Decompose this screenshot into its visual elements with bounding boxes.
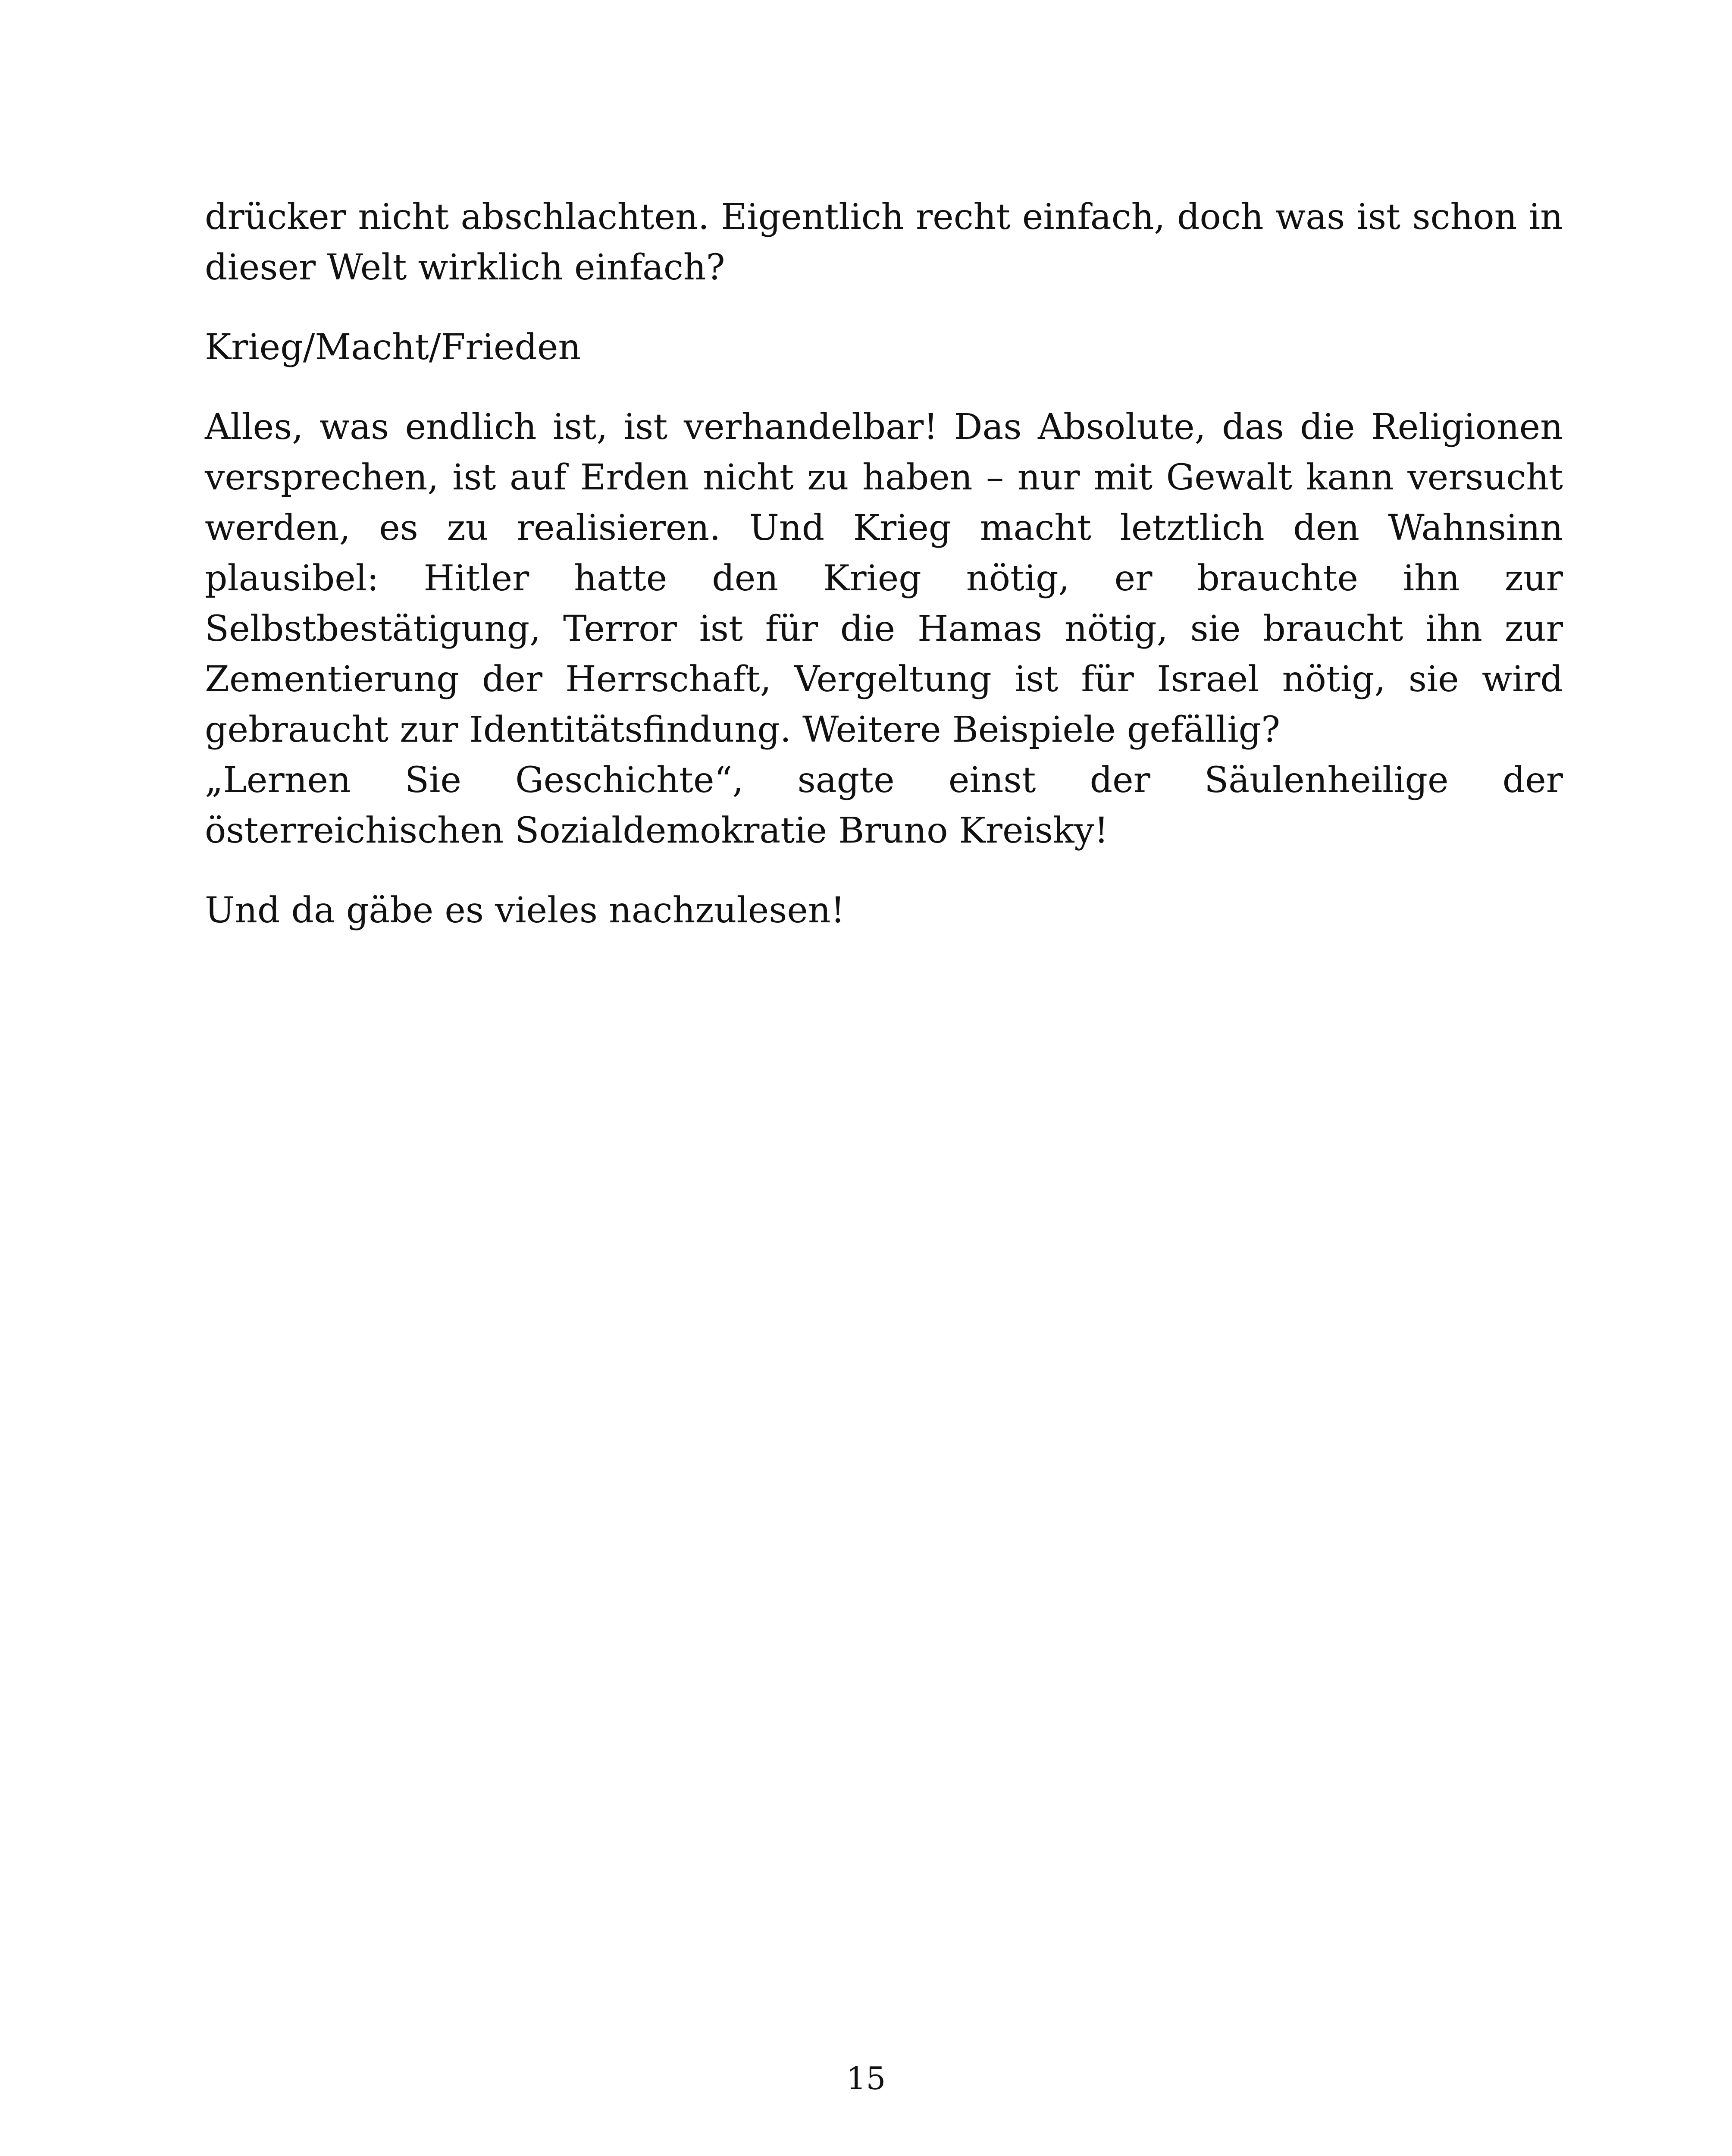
paragraph-closing: Und da gäbe es vieles nachzulesen! [205,890,845,931]
paragraph-continuation: drücker nicht abschlachten. Eigentlich recht einfach, doch was ist schon in dieser Welt wirklich einfach? [205,197,1563,288]
paragraph-main: Alles, was endlich ist, ist verhandelbar! Das Absolute, das die Religionen versprechen, ist auf Erden nicht zu haben – nur mit Gewalt kann versucht werden, es zu realisieren. Und Krieg macht letztlich den Wahnsinn plausibel: Hitler hatte den Krieg nötig, er brauchte ihn zur Selbstbestätigung, Terror ist für die Hamas nötig, sie braucht ihn zur Zementierung der Herrschaft, Vergeltung ist für Israel nötig, sie wird gebraucht zur Identitätsfindung. Weitere Beispiele gefällig? [205,407,1563,750]
body-text [205,192,1563,965]
paragraph-quote: „Lernen Sie Geschichte“, sagte einst der Säulenheilige der österreichischen Sozialdemokratie Bruno Kreisky! [205,760,1563,851]
section-heading: Krieg/Macht/Frieden [205,327,581,368]
page-number: 15 [846,2060,886,2096]
